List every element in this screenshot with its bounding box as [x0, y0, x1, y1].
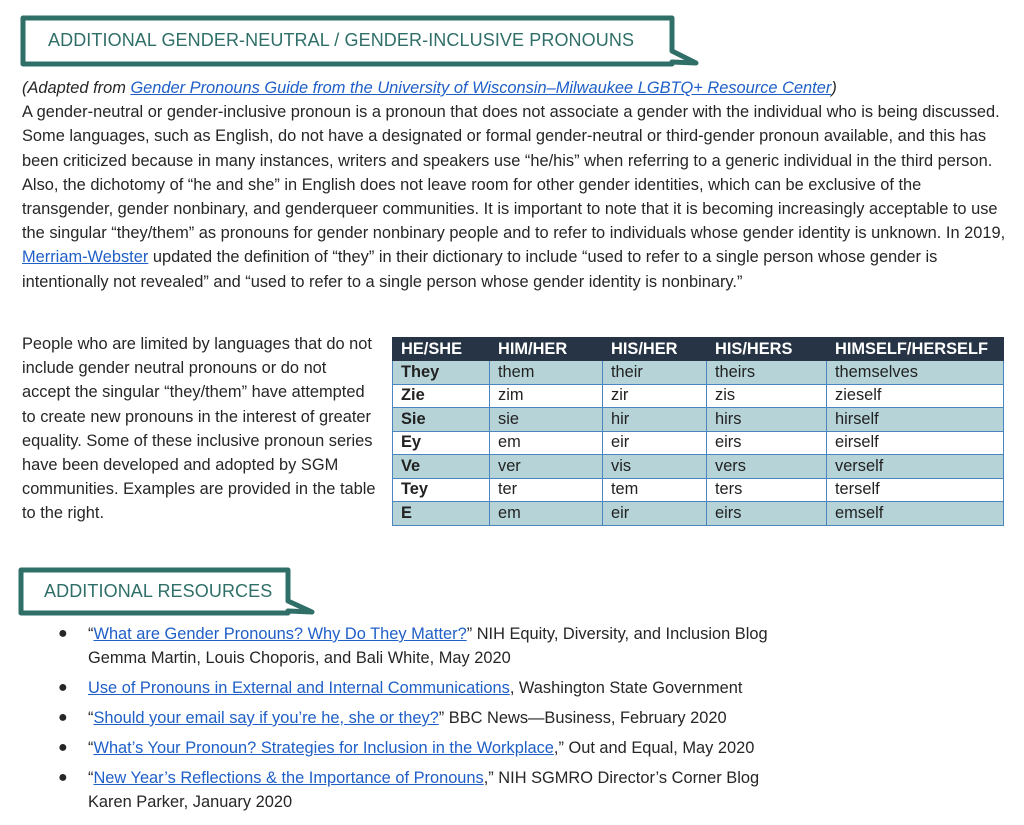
table-cell: tem — [603, 478, 707, 502]
table-cell: themselves — [827, 361, 1004, 385]
intro-paragraph — [22, 100, 1007, 294]
resource-link[interactable]: Use of Pronouns in External and Internal Communications — [88, 679, 510, 697]
list-item — [58, 706, 768, 730]
table-cell: They — [393, 361, 490, 385]
table-row — [393, 384, 1004, 408]
section-heading-pronouns — [20, 15, 700, 67]
section-heading-resources-text: ADDITIONAL RESOURCES — [44, 581, 273, 601]
table-cell: verself — [827, 455, 1004, 479]
resource-link[interactable]: What are Gender Pronouns? Why Do They Matter? — [93, 625, 467, 643]
bullet-icon: ● — [58, 769, 68, 786]
table-cell: Zie — [393, 384, 490, 408]
resource-authors: Karen Parker, January 2020 — [88, 793, 293, 811]
list-item — [58, 736, 768, 760]
table-cell: their — [603, 361, 707, 385]
bullet-icon: ● — [58, 709, 68, 726]
table-cell: Ve — [393, 455, 490, 479]
table-cell: em — [490, 502, 603, 526]
table-row — [393, 361, 1004, 385]
table-cell: ters — [707, 478, 827, 502]
section-heading-pronouns-text: ADDITIONAL GENDER-NEUTRAL / GENDER-INCLUSIVE PRONOUNS — [48, 30, 635, 50]
table-cell: vis — [603, 455, 707, 479]
list-item — [58, 676, 768, 700]
table-header-cell: HE/SHE — [393, 338, 490, 361]
intro-block — [22, 76, 1007, 294]
table-cell: em — [490, 431, 603, 455]
intro-paragraph-text-end: updated the definition of “they” in their dictionary to include “used to refer to a single person whose gender is intentionally not revealed” and “used to refer to a single person whose gender identity is nonbinary.” — [22, 248, 938, 291]
table-cell: Tey — [393, 478, 490, 502]
table-cell: Ey — [393, 431, 490, 455]
resource-source: , Washington State Government — [509, 679, 743, 697]
adapted-line: (Adapted from Gender Pronouns Guide from the University of Wisconsin–Milwaukee LGBTQ+ Resource Center) — [22, 79, 837, 97]
table-cell: zim — [490, 384, 603, 408]
table-row — [393, 408, 1004, 432]
resource-source: ,” NIH SGMRO Director’s Corner Blog — [483, 769, 760, 787]
table-row — [393, 478, 1004, 502]
resource-source: ,” Out and Equal, May 2020 — [553, 739, 755, 757]
list-item — [58, 766, 768, 814]
table-header-cell: HIM/HER — [490, 338, 603, 361]
resource-link[interactable]: What’s Your Pronoun? Strategies for Inclusion in the Workplace — [93, 739, 554, 757]
adapted-prefix: Adapted from — [27, 79, 131, 97]
table-cell: Sie — [393, 408, 490, 432]
quote-mark: “ — [88, 625, 94, 643]
table-cell: ver — [490, 455, 603, 479]
table-cell: eirself — [827, 431, 1004, 455]
list-item — [58, 622, 768, 670]
resource-link[interactable]: Should your email say if you’re he, she or they? — [93, 709, 439, 727]
table-cell: them — [490, 361, 603, 385]
bullet-icon: ● — [58, 625, 68, 642]
table-cell: zieself — [827, 384, 1004, 408]
table-row — [393, 455, 1004, 479]
quote-mark: “ — [88, 739, 94, 757]
section-heading-resources — [18, 567, 318, 617]
uwm-guide-link[interactable]: Gender Pronouns Guide from the University of Wisconsin–Milwaukee LGBTQ+ Resource Center — [130, 79, 832, 97]
table-cell: eirs — [707, 502, 827, 526]
table-cell: ter — [490, 478, 603, 502]
table-cell: zis — [707, 384, 827, 408]
merriam-webster-link[interactable]: Merriam-Webster — [22, 248, 149, 267]
table-cell: sie — [490, 408, 603, 432]
resource-source: ” BBC News—Business, February 2020 — [438, 709, 727, 727]
table-cell: hirs — [707, 408, 827, 432]
table-row — [393, 502, 1004, 526]
quote-mark: “ — [88, 769, 94, 787]
intro-paragraph-text: A gender-neutral or gender-inclusive pronoun is a pronoun that does not associate a gender with the individual who is being discussed. Some languages, such as English, do not have a designated or formal gender-neutral or third-gender pronoun available, and this has been criticized because in many instances, writers and speakers use “he/his” when referring to a generic individual in the third person. Also, the dichotomy of “he and she” in English does not leave room for other gender identities, which can be exclusive of the transgender, gender nonbinary, and genderqueer communities. It is important to note that it is becoming increasingly acceptable to use the singular “they/them” as pronouns for gender nonbinary people and to refer to individuals whose gender identity is unknown. In 2019, — [22, 103, 1006, 243]
table-cell: eir — [603, 502, 707, 526]
table-cell: hir — [603, 408, 707, 432]
resource-link[interactable]: New Year’s Reflections & the Importance of Pronouns — [93, 769, 484, 787]
table-header-cell: HIS/HER — [603, 338, 707, 361]
table-cell: terself — [827, 478, 1004, 502]
table-cell: eirs — [707, 431, 827, 455]
quote-mark: “ — [88, 709, 94, 727]
table-header-cell: HIS/HERS — [707, 338, 827, 361]
table-row — [393, 431, 1004, 455]
resources-list — [58, 622, 768, 820]
table-cell: E — [393, 502, 490, 526]
table-header-row — [393, 338, 1004, 361]
side-paragraph: People who are limited by languages that do not include gender neutral pronouns or do not accept the singular “they/them” have attempted to create new pronouns in the interest of greater equality. Some of these inclusive pronoun series have been developed and adopted by SGM communities. Examples are provided in the table to the right. — [22, 335, 376, 523]
bullet-icon: ● — [58, 679, 68, 696]
table-cell: theirs — [707, 361, 827, 385]
resource-authors: Gemma Martin, Louis Choporis, and Bali White, May 2020 — [88, 649, 511, 667]
table-cell: hirself — [827, 408, 1004, 432]
table-cell: eir — [603, 431, 707, 455]
pronoun-table — [392, 337, 1004, 526]
bullet-icon: ● — [58, 739, 68, 756]
table-header-cell: HIMSELF/HERSELF — [827, 338, 1004, 361]
table-cell: emself — [827, 502, 1004, 526]
resource-source: ” NIH Equity, Diversity, and Inclusion Blog — [466, 625, 768, 643]
table-cell: vers — [707, 455, 827, 479]
table-cell: zir — [603, 384, 707, 408]
